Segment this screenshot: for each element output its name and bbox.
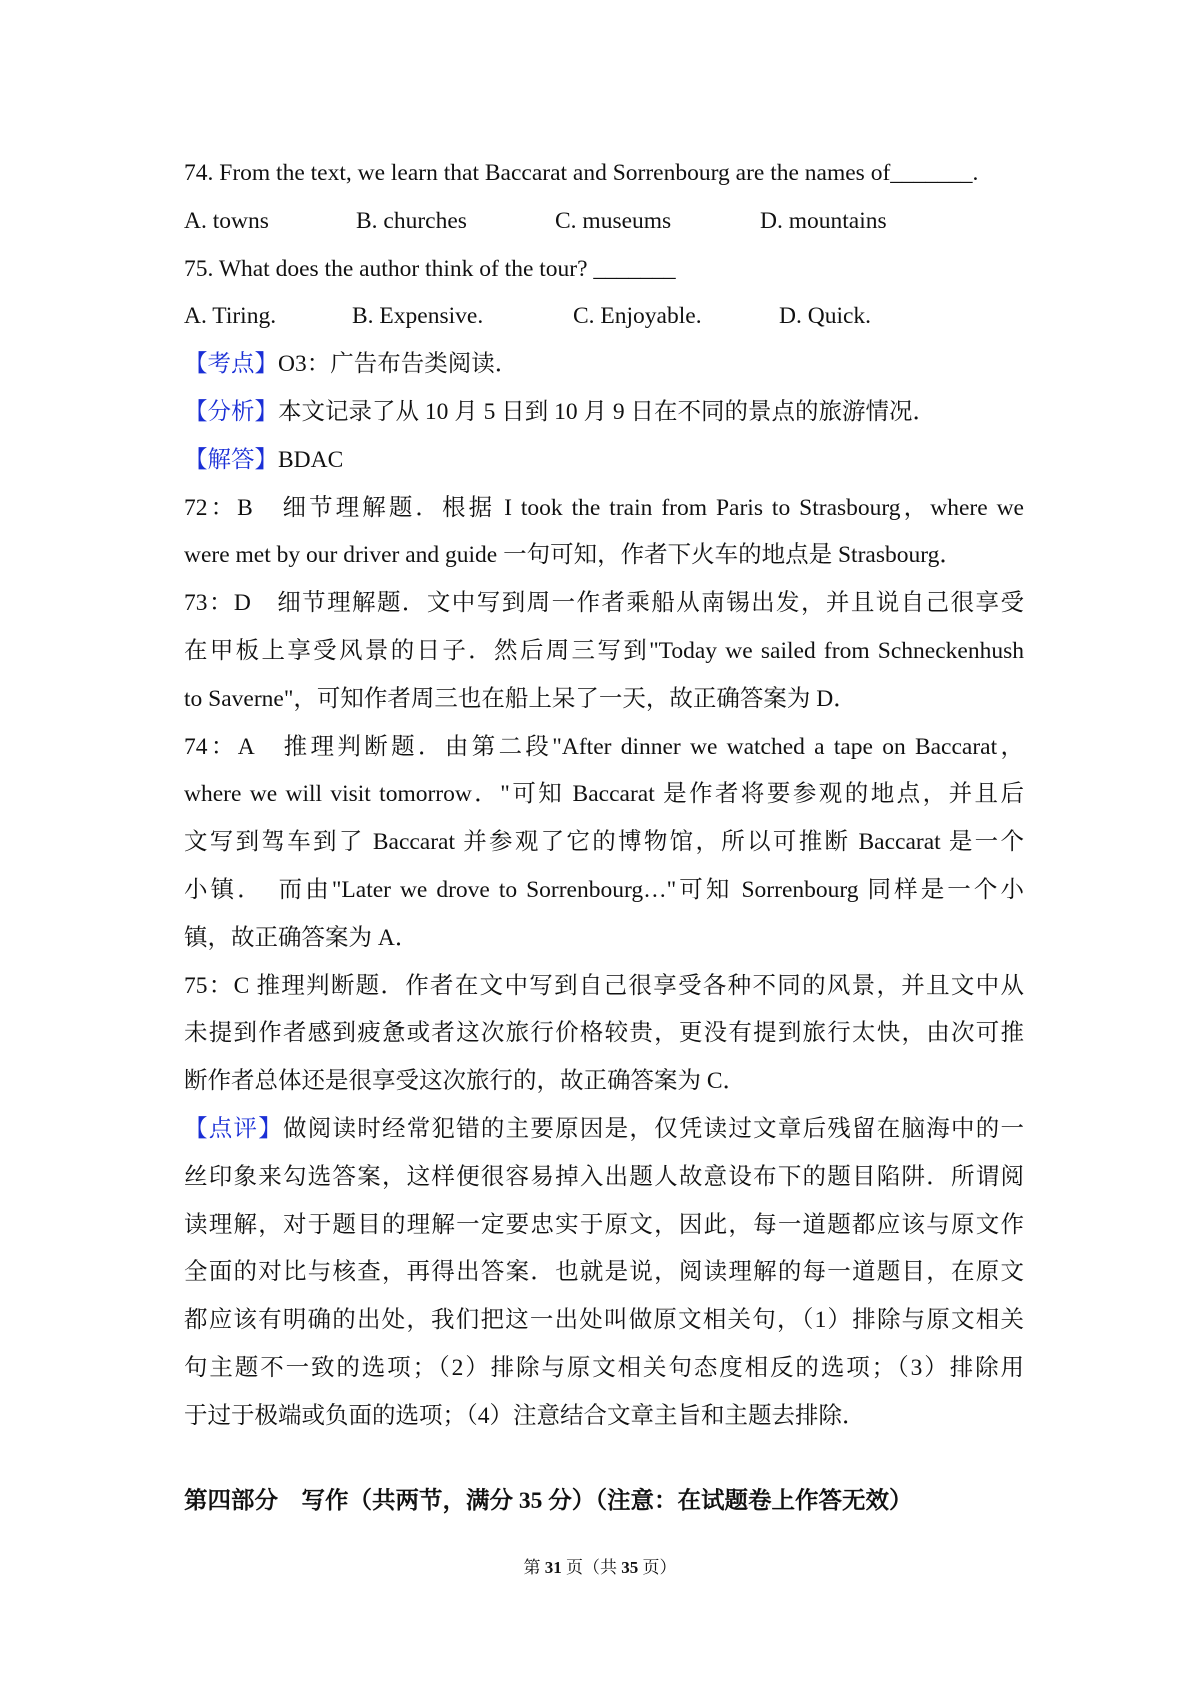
- jieda-tag: 【解答】: [184, 446, 278, 473]
- q75-option-c: C. Enjoyable.: [573, 303, 702, 330]
- q75-option-b: B. Expensive.: [352, 303, 484, 330]
- page-footer: [0, 1555, 1200, 1581]
- fenxi-tag: 【分析】: [184, 398, 278, 425]
- kaodian-line: [184, 341, 1024, 389]
- section-title: 第四部分 写作（共两节，满分 35 分）（注意：在试题卷上作答无效）: [184, 1488, 913, 1514]
- q74-option-b: B. churches: [356, 207, 467, 234]
- explanation-line: 未提到作者感到疲惫或者这次旅行价格较贵，更没有提到旅行太快，由次可推: [184, 1020, 1024, 1047]
- jieda-line: [184, 437, 1024, 485]
- explanation-line: 72：B 细节理解题．根据 I took the train from Paris to Strasbourg，where we: [184, 494, 1024, 521]
- footer-total-pages: 35: [621, 1558, 639, 1577]
- explanation-line: 文写到驾车到了 Baccarat 并参观了它的博物馆，所以可推断 Baccarat 是一个: [184, 829, 1024, 856]
- q75-option-a: A. Tiring.: [184, 303, 277, 330]
- footer-page-number: 31: [544, 1558, 562, 1577]
- explanation-line: 74：A 推理判断题．由第二段"After dinner we watched a tape on Baccarat，: [184, 733, 1024, 760]
- explanation-line: 在甲板上享受风景的日子．然后周三写到"Today we sailed from Schneckenhush: [184, 637, 1024, 664]
- explanation-line: 73：D 细节理解题．文中写到周一作者乘船从南锡出发，并且说自己很享受: [184, 590, 1024, 617]
- dianping-line: 全面的对比与核查，再得出答案．也就是说，阅读理解的每一道题目，在原文: [184, 1259, 1024, 1286]
- q75-options: [184, 293, 1024, 341]
- explanation-line: 75：C 推理判断题．作者在文中写到自己很享受各种不同的风景，并且文中从: [184, 972, 1024, 999]
- explanation-line: 镇，故正确答案为 A．: [184, 924, 419, 951]
- q74-option-c: C. museums: [555, 207, 672, 234]
- dianping-line: 丝印象来勾选答案，这样便很容易掉入出题人故意设布下的题目陷阱．所谓阅: [184, 1163, 1024, 1190]
- explanation-line: where we will visit tomorrow．"可知 Baccarat 是作者将要参观的地点，并且后: [184, 781, 1024, 808]
- dianping-text: 做阅读时经常犯错的主要原因是，仅凭读过文章后残留在脑海中的一: [282, 1115, 1025, 1142]
- kaodian-tag: 【考点】: [184, 351, 278, 378]
- kaodian-text: O3：广告布告类阅读．: [278, 351, 519, 378]
- dianping-line: [184, 1106, 1024, 1154]
- dianping-line: 于过于极端或负面的选项；（4）注意结合文章主旨和主题去排除．: [184, 1402, 866, 1429]
- fenxi-text: 本文记录了从 10 月 5 日到 10 月 9 日在不同的景点的旅游情况．: [278, 398, 936, 425]
- explanation-line: 小镇． 而由"Later we drove to Sorrenbourg…"可知 Sorrenbourg 同样是一个小: [184, 876, 1024, 903]
- dianping-line: 读理解，对于题目的理解一定要忠实于原文，因此，每一道题都应该与原文作: [184, 1211, 1024, 1238]
- fenxi-line: [184, 389, 1024, 437]
- q74-option-d: D. mountains: [760, 207, 887, 234]
- dianping-tag: 【点评】: [184, 1115, 283, 1142]
- footer-middle: 页（共: [561, 1558, 622, 1577]
- dianping-line: 句主题不一致的选项；（2）排除与原文相关句态度相反的选项；（3）排除用: [184, 1354, 1024, 1381]
- footer-prefix: 第: [523, 1558, 545, 1577]
- jieda-text: BDAC: [278, 446, 344, 473]
- answer-content: [184, 150, 1024, 1441]
- q74-options: [184, 198, 1024, 246]
- q75-stem: 75. What does the author think of the tour? _______: [184, 255, 676, 282]
- q74-option-a: A. towns: [184, 207, 269, 234]
- q74-stem: 74. From the text, we learn that Baccarat and Sorrenbourg are the names of_______.: [184, 160, 979, 186]
- explanation-line: 断作者总体还是很享受这次旅行的，故正确答案为 C．: [184, 1068, 747, 1095]
- q75-option-d: D. Quick.: [779, 303, 872, 330]
- explanation-line: were met by our driver and guide 一句可知，作者下火车的地点是 Strasbourg．: [184, 542, 963, 569]
- dianping-line: 都应该有明确的出处，我们把这一出处叫做原文相关句，（1）排除与原文相关: [184, 1307, 1024, 1334]
- explanation-line: to Saverne"，可知作者周三也在船上呆了一天，故正确答案为 D．: [184, 685, 857, 712]
- footer-suffix: 页）: [638, 1558, 677, 1577]
